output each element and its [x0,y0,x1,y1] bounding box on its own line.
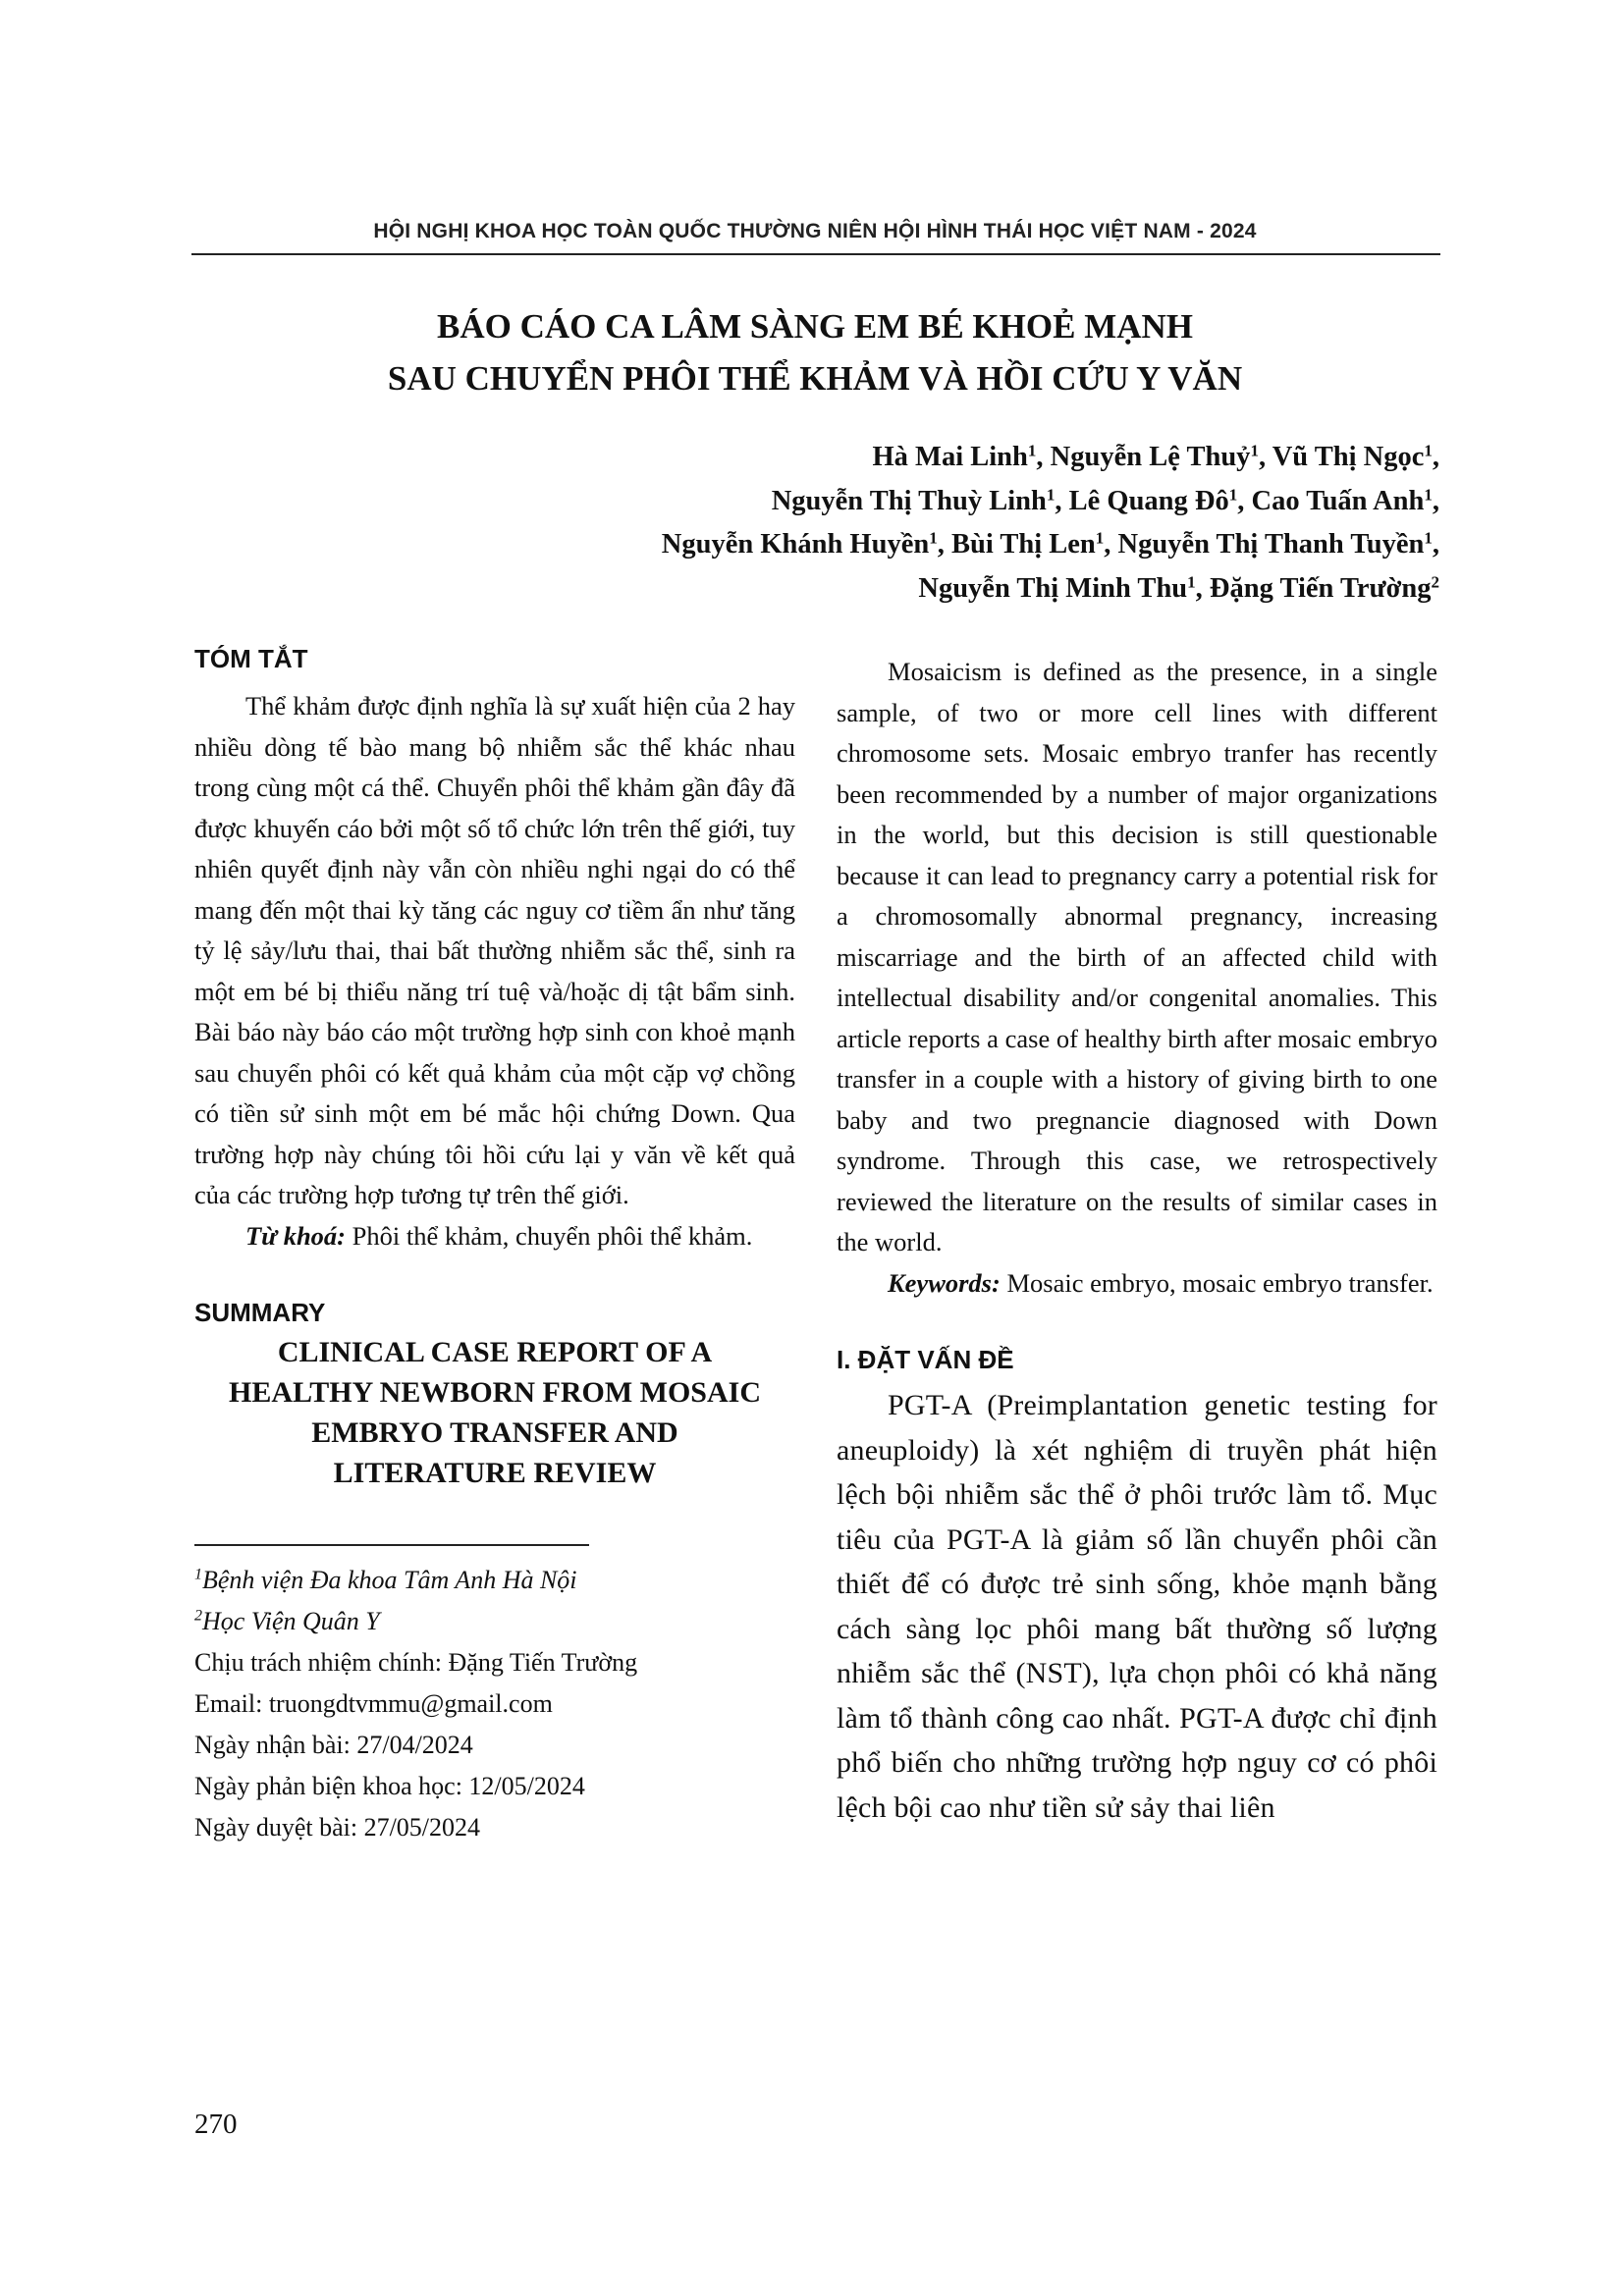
author-affiliation: 1 [1424,528,1433,548]
author-name: Nguyễn Lệ Thuỷ [1050,442,1251,472]
summary-title-line-3: EMBRYO TRANSFER AND [311,1416,678,1449]
author-affiliation: 1 [1187,572,1196,592]
author-name: Nguyễn Khánh Huyền [661,529,930,560]
left-column [194,644,795,1848]
author-list [359,436,1439,611]
abstract-vi-keywords [194,1216,795,1257]
keywords-vi-text: Phôi thể khảm, chuyển phôi thể khảm. [352,1220,753,1251]
author-affiliation: 1 [1250,441,1259,460]
footnote-reviewed: Ngày phản biện khoa học: 12/05/2024 [194,1772,585,1800]
summary-heading: SUMMARY [194,1298,326,1327]
author-name: Đặng Tiến Trường [1209,572,1432,604]
abstract-vi-heading: TÓM TẮT [194,644,308,673]
author-name: Nguyễn Thị Thuỳ Linh [771,485,1047,516]
section-1-body: PGT-A (Preimplantation genetic testing for aneuploidy) là xét nghiệm di truyền phát hiện lệch bội nhiễm sắc thể ở phôi trước làm tổ. Mục tiêu của PGT-A là giảm số lần chuyển phôi cần thiết để có được trẻ sinh sống, khỏe mạnh bằng cách sàng lọc phôi mang bất thường số lượng nhiễm sắc thể (NST), lựa chọn phôi có khả năng làm tổ thành công cao nhất. PGT-A được chỉ định phổ biến cho những trường hợp nguy cơ có phôi lệch bội cao như tiền sử sảy thai liên [837,1389,1437,1824]
running-header: HỘI NGHỊ KHOA HỌC TOÀN QUỐC THƯỜNG NIÊN HỘI HÌNH THÁI HỌC VIỆT NAM - 2024 [373,220,1257,242]
author-name: Nguyễn Thị Minh Thu [918,572,1188,604]
author-separator: , [1432,485,1439,516]
summary-title-line-1: CLINICAL CASE REPORT OF A [277,1336,713,1368]
summary-title-line-2: HEALTHY NEWBORN FROM MOSAIC [229,1376,761,1409]
summary-keywords [837,1263,1437,1305]
keywords-vi-label: Từ khoá: [245,1220,347,1251]
article-title-line-1: BÁO CÁO CA LÂM SÀNG EM BÉ KHOẺ MẠNH [436,307,1194,346]
author-separator: , [937,529,951,560]
article-title-line-2: SAU CHUYỂN PHÔI THỂ KHẢM VÀ HỒI CỨU Y VĂN [387,359,1243,398]
author-affiliation: 1 [1228,485,1238,505]
footnote-received: Ngày nhận bài: 27/04/2024 [194,1731,473,1759]
author-affiliation: 1 [1046,485,1056,505]
right-column [837,652,1437,1830]
author-name: Lê Quang Đô [1068,485,1229,516]
author-line-4 [359,567,1439,612]
author-line-2 [359,480,1439,524]
summary-title-line-4: LITERATURE REVIEW [333,1457,657,1489]
article-title [191,300,1438,404]
author-affiliation: 1 [1424,485,1433,505]
author-name: Bùi Thị Len [950,529,1096,560]
footnote-aff-number: 2 [194,1607,202,1625]
author-affiliation: 2 [1431,572,1439,592]
footnote-email: Email: truongdtvmmu@gmail.com [194,1689,553,1718]
footnote-aff-number: 1 [194,1566,202,1583]
footnote-affiliation-1 [194,1560,795,1601]
author-separator: , [1258,442,1272,472]
author-name: Hà Mai Linh [872,442,1028,472]
summary-title [194,1332,795,1493]
keywords-en-label: Keywords: [888,1267,1001,1298]
footnote-aff-text: Học Viện Quân Y [202,1607,380,1635]
footnote-affiliation-2 [194,1601,795,1642]
author-line-3 [359,523,1439,567]
author-separator: , [1195,572,1210,604]
author-affiliation: 1 [1027,441,1037,460]
author-separator: , [1036,442,1051,472]
page-number: 270 [194,2109,238,2140]
abstract-vi-body: Thể khảm được định nghĩa là sự xuất hiện của 2 hay nhiều dòng tế bào mang bộ nhiễm sắc thể khác nhau trong cùng một cá thể. Chuyển phôi thể khảm gần đây đã được khuyến cáo bởi một số tổ chức lớn trên thế giới, tuy nhiên quyết định này vẫn còn nhiều nghi ngại do có thể mang đến một thai kỳ tăng các nguy cơ tiềm ẩn như tăng tỷ lệ sảy/lưu thai, thai bất thường nhiễm sắc thể, sinh ra một em bé bị thiểu năng trí tuệ và/hoặc dị tật bẩm sinh. Bài báo này báo cáo một trường hợp sinh con khoẻ mạnh sau chuyển phôi có kết quả khảm của một cặp vợ chồng có tiền sử sinh một em bé mắc hội chứng Down. Qua trường hợp này chúng tôi hồi cứu lại y văn về kết quả của các trường hợp tương tự trên thế giới. [194,691,795,1209]
footnote-corresponding: Chịu trách nhiệm chính: Đặng Tiến Trường [194,1648,638,1677]
author-separator: , [1432,529,1439,560]
author-separator: , [1104,529,1118,560]
author-line-1 [359,436,1439,480]
author-separator: , [1237,485,1252,516]
author-name: Nguyễn Thị Thanh Tuyền [1117,529,1425,560]
footnote-accepted: Ngày duyệt bài: 27/05/2024 [194,1813,481,1842]
author-name: Cao Tuấn Anh [1251,485,1425,516]
section-1-heading: I. ĐẶT VẤN ĐỀ [837,1345,1014,1374]
summary-body: Mosaicism is defined as the presence, in a single sample, of two or more cell lines with different chromosome sets. Mosaic embryo tranfer has recently been recommended by a number of major organizations in the world, but this decision is still questionable because it can lead to pregnancy carry a potential risk for a chromosomally abnormal pregnancy, increasing miscarriage and the birth of an affected child with intellectual disability and/or congenital anomalies. This article reports a case of healthy birth after mosaic embryo transfer in a couple with a history of giving birth to one baby and two pregnancie diagnosed with Down syndrome. Through this case, we retrospectively reviewed the literature on the results of similar cases in the world. [837,657,1437,1256]
author-affiliation: 1 [1424,441,1433,460]
footnote-aff-text: Bệnh viện Đa khoa Tâm Anh Hà Nội [202,1566,577,1594]
footnote-rule [194,1544,589,1546]
header-rule [191,253,1440,255]
author-name: Vũ Thị Ngọc [1272,442,1425,472]
keywords-en-text: Mosaic embryo, mosaic embryo transfer. [1006,1267,1434,1298]
author-separator: , [1432,442,1439,472]
author-separator: , [1055,485,1069,516]
author-affiliation: 1 [1095,528,1105,548]
author-affiliation: 1 [929,528,938,548]
